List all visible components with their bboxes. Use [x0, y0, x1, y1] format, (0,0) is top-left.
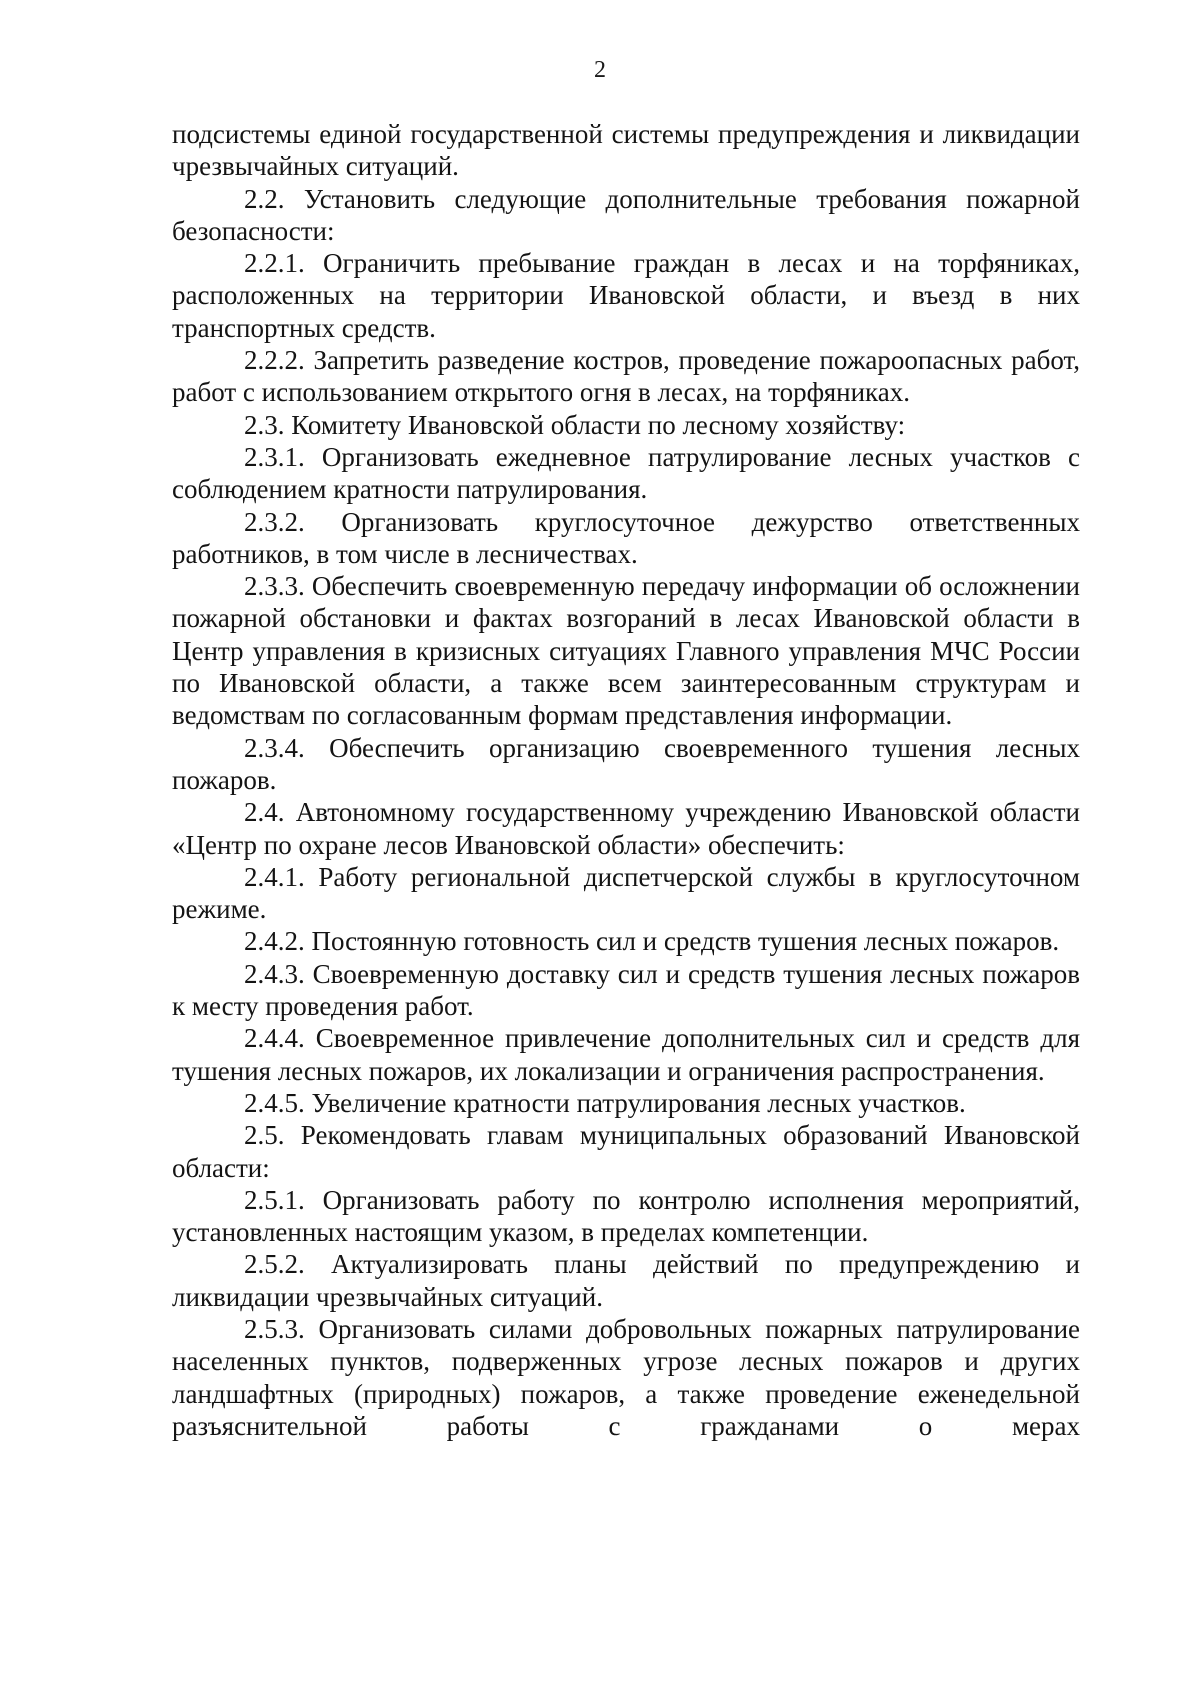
document-body: [172, 118, 1080, 1442]
paragraph-2-5-2: 2.5.2. Актуализировать планы действий по предупреждению и ликвидации чрезвычайных ситуаций.: [172, 1249, 1080, 1312]
paragraph-2-2-1: 2.2.1. Ограничить пребывание граждан в лесах и на торфяниках, расположенных на территории Ивановской области, и въезд в них транспортных средств.: [172, 248, 1080, 343]
paragraph-2-4-2: 2.4.2. Постоянную готовность сил и средств тушения лесных пожаров.: [244, 926, 1060, 957]
page-number: 2: [594, 57, 606, 83]
paragraph-2-4: 2.4. Автономному государственному учреждению Ивановской области «Центр по охране лесов Ивановской области» обеспечить:: [172, 797, 1080, 860]
paragraph-2-3: 2.3. Комитету Ивановской области по лесному хозяйству:: [244, 409, 906, 440]
paragraph-2-5: 2.5. Рекомендовать главам муниципальных образований Ивановской области:: [172, 1120, 1080, 1183]
paragraph-2-4-5: 2.4.5. Увеличение кратности патрулирования лесных участков.: [244, 1087, 966, 1118]
paragraph-2-3-1: 2.3.1. Организовать ежедневное патрулирование лесных участков с соблюдением кратности патрулирования.: [172, 441, 1080, 505]
paragraph-2-5-3: 2.5.3. Организовать силами добровольных пожарных патрулирование населенных пунктов, подверженных угрозе лесных пожаров и других ландшафтных (природных) пожаров, а также проведение еженедельной разъяснительной работы с гражданами о мерах: [172, 1313, 1080, 1441]
paragraph-2-3-3: 2.3.3. Обеспечить своевременную передачу информации об осложнении пожарной обстановки и фактах возгораний в лесах Ивановской области в Центр управления в кризисных ситуациях Главного управления МЧС России по Ивановской области, а также всем заинтересованным структурам и ведомствам по согласованным формам представления информации.: [172, 571, 1080, 731]
paragraph-2-5-1: 2.5.1. Организовать работу по контролю исполнения мероприятий, установленных настоящим указом, в пределах компетенции.: [172, 1184, 1080, 1248]
paragraph-2-2-2: 2.2.2. Запретить разведение костров, проведение пожароопасных работ, работ с использованием открытого огня в лесах, на торфяниках.: [172, 345, 1080, 408]
paragraph-2-3-2: 2.3.2. Организовать круглосуточное дежурство ответственных работников, в том числе в лесничествах.: [172, 506, 1080, 569]
paragraph-2-3-4: 2.3.4. Обеспечить организацию своевременного тушения лесных пожаров.: [172, 732, 1080, 795]
paragraph-2-4-4: 2.4.4. Своевременное привлечение дополнительных сил и средств для тушения лесных пожаров, их локализации и ограничения распространения.: [172, 1023, 1080, 1086]
paragraph-2-2: 2.2. Установить следующие дополнительные требования пожарной безопасности:: [172, 183, 1080, 246]
paragraph-2-4-1: 2.4.1. Работу региональной диспетчерской службы в круглосуточном режиме.: [172, 861, 1080, 925]
paragraph-2-4-3: 2.4.3. Своевременную доставку сил и средств тушения лесных пожаров к месту проведения работ.: [172, 958, 1080, 1022]
paragraph-continuation: подсистемы единой государственной системы предупреждения и ликвидации чрезвычайных ситуаций.: [172, 119, 1080, 182]
